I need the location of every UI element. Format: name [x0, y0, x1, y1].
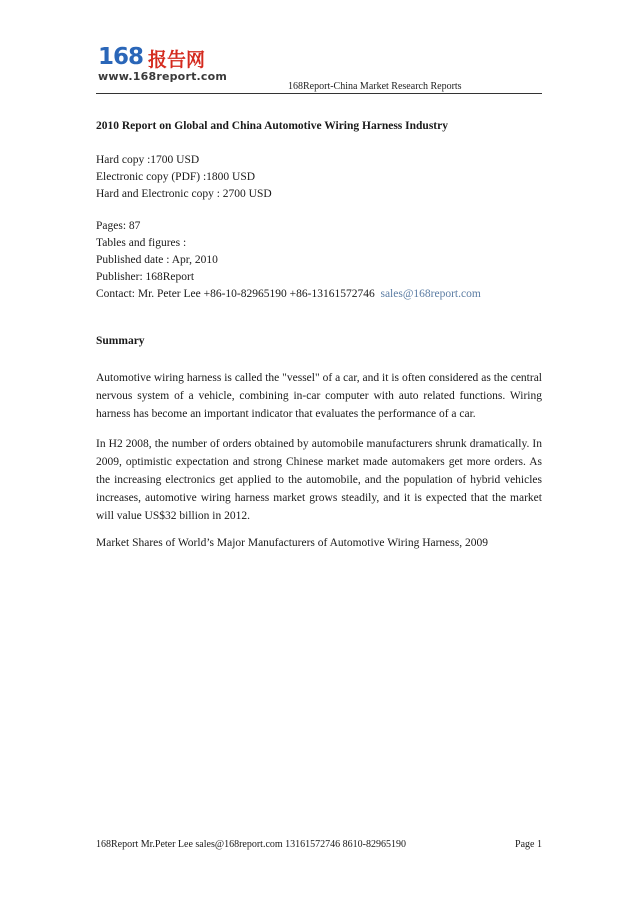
figure-caption: Market Shares of World’s Major Manufacturers of Automotive Wiring Harness, 2009: [96, 537, 488, 549]
contact-label: Contact: Mr. Peter Lee +86-10-82965190 +86-13161572746: [96, 288, 375, 300]
detail-tables-figures: Tables and figures :: [96, 237, 187, 249]
header-divider: [96, 93, 542, 94]
summary-paragraph-2: In H2 2008, the number of orders obtained by automobile manufacturers shrunk dramatically. In 2009, optimistic expectation and strong Chinese market made automakers get more orders. As the increasing electronics get applied to the automobile, and the population of hybrid vehicles increases, automotive wiring harness market grows steadily, and it is expected that the market will value US$32 billion in 2012.: [96, 438, 542, 522]
report-title: 2010 Report on Global and China Automotive Wiring Harness Industry: [96, 120, 448, 132]
footer-contact: 168Report Mr.Peter Lee sales@168report.com 13161572746 8610-82965190: [96, 839, 406, 850]
detail-publisher: Publisher: 168Report: [96, 271, 195, 283]
footer-page-number: Page 1: [515, 839, 542, 850]
price-hard-copy: Hard copy :1700 USD: [96, 154, 200, 166]
summary-heading: Summary: [96, 335, 145, 347]
detail-published-date: Published date : Apr, 2010: [96, 254, 218, 266]
detail-pages: Pages: 87: [96, 220, 141, 232]
price-hard-and-electronic: Hard and Electronic copy : 2700 USD: [96, 188, 272, 200]
summary-paragraph-1: Automotive wiring harness is called the "vessel" of a car, and it is often considered as the central nervous system of a vehicle, combining in-car computer with auto related functions. Wiring harness has become an important indicator that evaluates the performance of a car.: [96, 372, 542, 420]
logo-chinese-text: 报告网: [148, 49, 206, 71]
price-electronic-copy: Electronic copy (PDF) :1800 USD: [96, 171, 256, 183]
logo-number: 168: [98, 44, 144, 70]
contact-email-link[interactable]: sales@168report.com: [380, 288, 481, 300]
header-tagline: 168Report-China Market Research Reports: [288, 81, 462, 92]
logo-url: www.168report.com: [98, 70, 228, 83]
company-logo[interactable]: [98, 44, 228, 90]
contact-line: [96, 288, 481, 300]
